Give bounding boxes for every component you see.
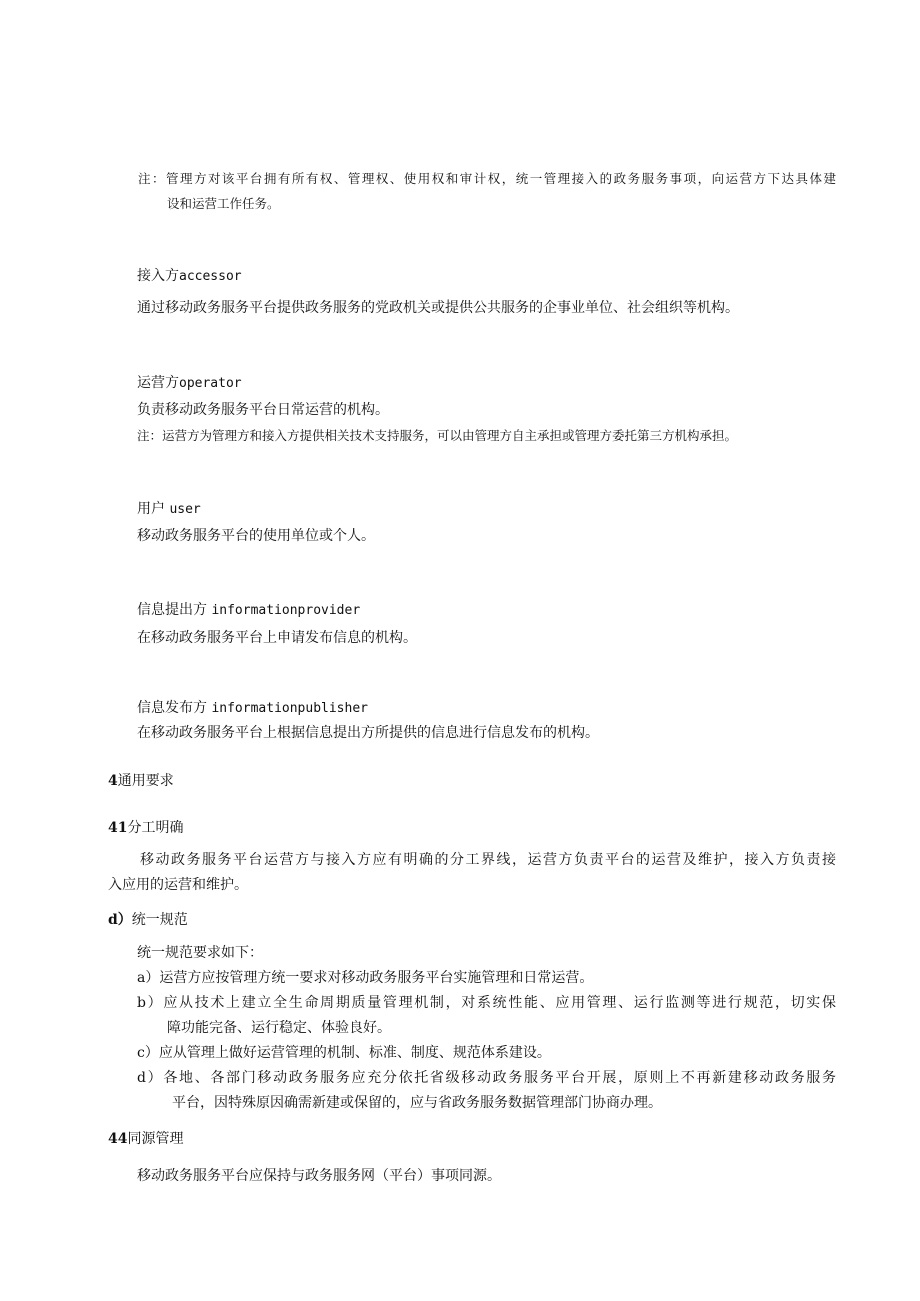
section-d-intro: 统一规范要求如下：: [137, 945, 263, 961]
term-operator-zh: 运营方: [137, 375, 179, 391]
definition-user: 移动政务服务平台的使用单位或个人。: [137, 528, 375, 544]
list-item-text: 运营方应按管理方统一要求对移动政务服务平台实施管理和日常运营。: [159, 970, 594, 986]
section-4-number: 4: [108, 773, 118, 789]
term-info-provider-en: informationprovider: [211, 603, 361, 618]
term-user: [137, 501, 201, 518]
note-operator: 注：运营方为管理方和接入方提供相关技术支持服务，可以由管理方自主承担或管理方委托第三方机构承担。: [137, 428, 738, 443]
section-44-heading: [108, 1131, 183, 1147]
term-user-en: user: [169, 502, 201, 517]
definition-info-publisher: 在移动政务服务平台上根据信息提出方所提供的信息进行信息发布的机构。: [137, 725, 599, 741]
section-41-title: 分工明确: [127, 820, 184, 836]
section-41-paragraph-line1: 移动政务服务平台运营方与接入方应有明确的分工界线，运营方负责平台的运营及维护，接入方负责接: [140, 852, 836, 868]
section-44-title: 同源管理: [127, 1131, 184, 1147]
term-accessor-zh: 接入方: [137, 268, 179, 284]
section-41-paragraph-line2: 入应用的运营和维护。: [108, 877, 248, 893]
term-accessor-en: accessor: [179, 269, 242, 284]
section-d-number: d）: [108, 912, 132, 928]
term-info-publisher-zh: 信息发布方: [137, 700, 207, 716]
list-item: [137, 995, 836, 1011]
section-44-number: 44: [108, 1131, 128, 1147]
list-item: [137, 970, 593, 986]
section-4-title: 通用要求: [117, 773, 174, 789]
definition-operator: 负责移动政务服务平台日常运营的机构。: [137, 402, 389, 418]
list-item: [137, 1070, 836, 1086]
list-item-label: d）: [137, 1070, 164, 1086]
term-info-publisher-en: informationpublisher: [211, 701, 368, 716]
term-info-provider-zh: 信息提出方: [137, 602, 207, 618]
section-4-heading: [108, 773, 174, 789]
term-user-zh: 用户: [137, 501, 165, 517]
section-41-heading: [108, 820, 183, 836]
term-info-provider: [137, 602, 360, 619]
list-item-continuation: 障功能完备、运行稳定、体验良好。: [167, 1020, 391, 1036]
list-item-text: 应从技术上建立全生命周期质量管理机制，对系统性能、应用管理、运行监测等进行规范，切实保: [163, 995, 836, 1011]
note-management-line1: 注：管理方对该平台拥有所有权、管理权、使用权和审计权，统一管理接入的政务服务事项，向运营方下达具体建: [138, 171, 836, 186]
list-item-text: 各地、各部门移动政务服务应充分依托省级移动政务服务平台开展，原则上不再新建移动政务服务: [163, 1070, 836, 1086]
term-operator: [137, 375, 242, 392]
list-item-text: 应从管理上做好运营管理的机制、标准、制度、规范体系建设。: [158, 1045, 551, 1061]
list-item-continuation: 平台，因特殊原因确需新建或保留的，应与省政务服务数据管理部门协商办理。: [172, 1095, 662, 1111]
list-item-label: c）: [137, 1045, 159, 1061]
list-item: [137, 1045, 551, 1061]
list-item-label: a）: [137, 970, 160, 986]
list-item-label: b）: [137, 995, 164, 1011]
section-44-paragraph: 移动政务服务平台应保持与政务服务网（平台）事项同源。: [137, 1168, 501, 1184]
definition-info-provider: 在移动政务服务平台上申请发布信息的机构。: [137, 630, 417, 646]
definition-accessor: 通过移动政务服务平台提供政务服务的党政机关或提供公共服务的企事业单位、社会组织等机构。: [137, 300, 739, 316]
section-41-number: 41: [108, 820, 128, 836]
term-info-publisher: [137, 700, 368, 717]
note-management-line2: 设和运营工作任务。: [167, 196, 280, 211]
term-operator-en: operator: [179, 376, 242, 391]
term-accessor: [137, 268, 242, 285]
section-d-heading: [108, 912, 188, 928]
section-d-title: 统一规范: [131, 912, 188, 928]
